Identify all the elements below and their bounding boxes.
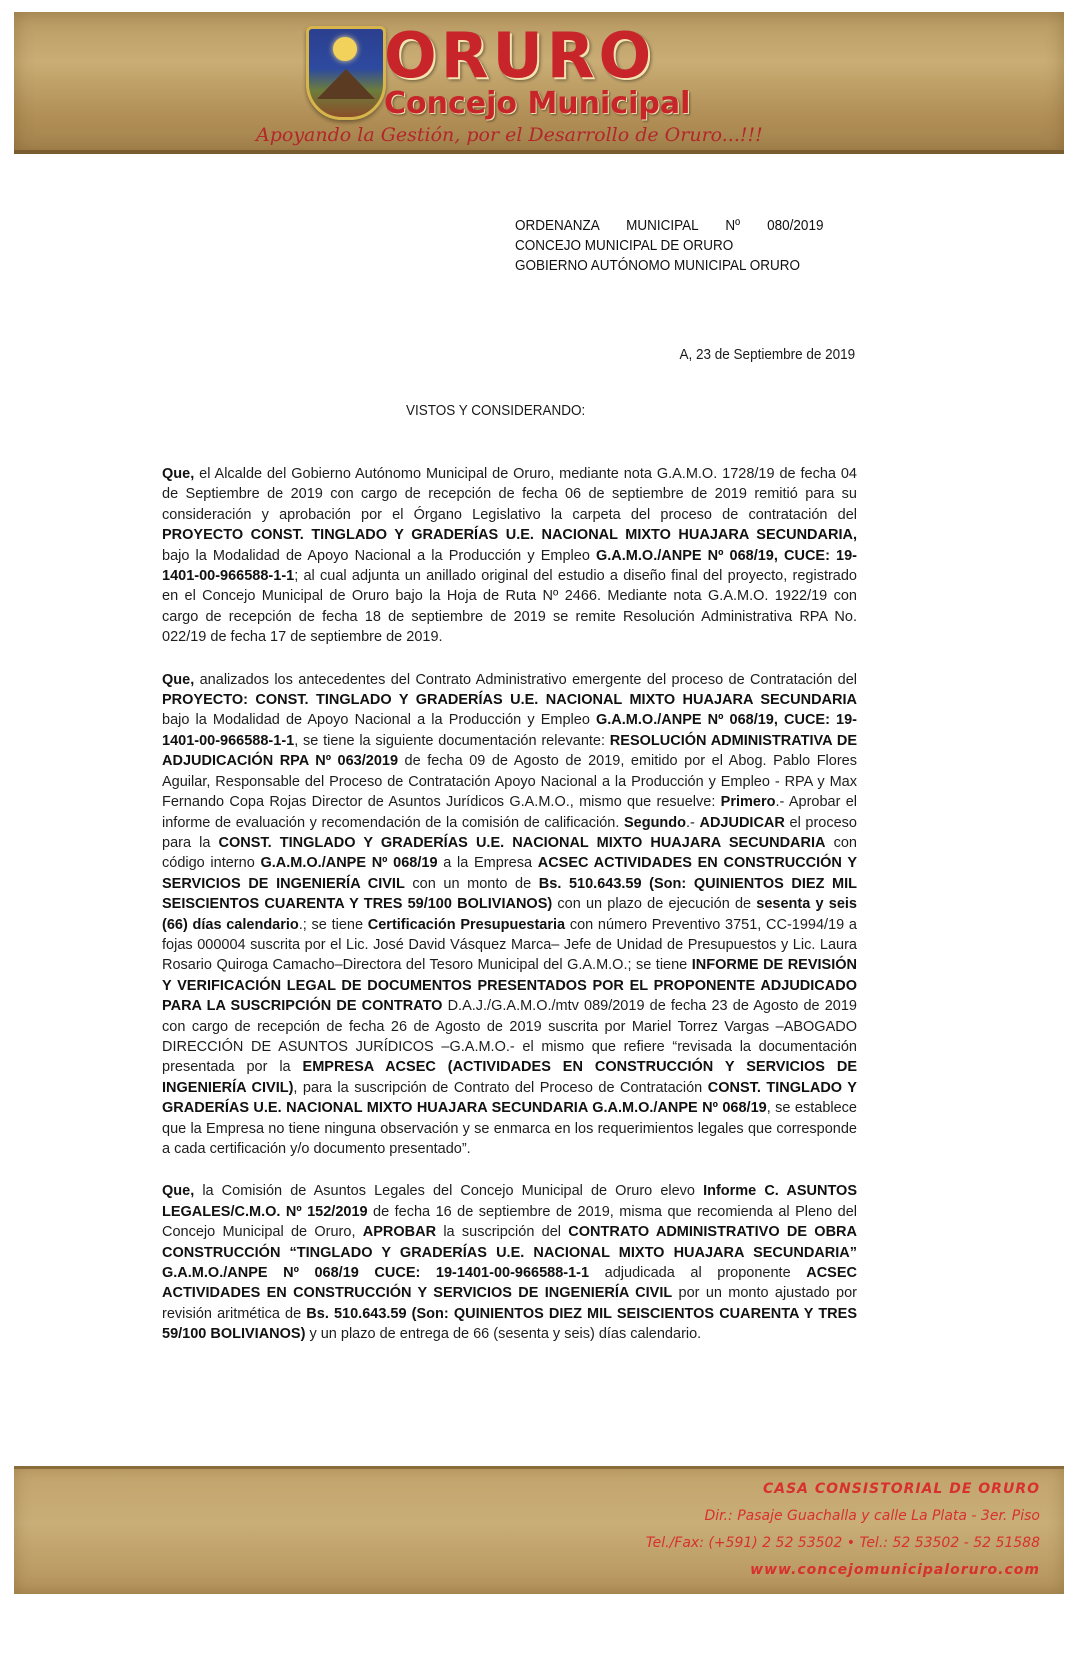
bold-run: INFORME DE REVISIÓN Y VERIFICACIÓN LEGAL DE DOCUMENTOS PRESENTADOS POR EL PROPONENTE ADJUDICADO PARA LA SUSCRIPCIÓN DE CONTRATO [162,957,857,1015]
bold-run: CONST. TINGLADO Y GRADERÍAS U.E. NACIONAL MIXTO HUAJARA SECUNDARIA G.A.M.O./ANPE Nº 068/19 [162,1079,857,1117]
text-run: con un monto de [404,875,539,892]
footer-institution: CASA CONSISTORIAL DE ORURO [762,1481,1040,1497]
bold-run: Segundo [623,814,687,831]
text-run: con número Preventivo 3751, CC-1994/19 a fojas 000004 suscrita por el Lic. José David Vásquez Marca– Jefe de Unidad de Presupuestos y Lic. Laura Rosario Quiroga Camacho–Directora del Tesoro Municipal del G.A.M.O.; se tiene [162,916,857,974]
oruro-coat-of-arms-icon [306,26,386,120]
text-run: adjudicada al proponente [589,1265,807,1282]
text-run: , se establece que la Empresa no tiene ninguna observación y se enmarca en los requerimientos legales que corresponde a cada certificación y/o documento presentado”. [162,1100,857,1157]
text-run: la suscripción del [436,1224,569,1241]
bold-run: RESOLUCIÓN ADMINISTRATIVA DE ADJUDICACIÓN RPA Nº 063/2019 [162,732,857,770]
footer-address: Dir.: Pasaje Guachalla y calle La Plata - 3er. Piso [704,1508,1040,1524]
text-run: bajo la Modalidad de Apoyo Nacional a la Producción y Empleo [162,547,596,564]
text-run: , se tiene la siguiente documentación relevante: [294,732,610,749]
text-run: el Alcalde del Gobierno Autónomo Municipal de Oruro, mediante nota G.A.M.O. 1728/19 de fecha 04 de Septiembre de 2019 con cargo de recepción de fecha 06 de septiembre de 2019 remitió para su consideración y aprobación por el Órgano Legislativo la carpeta del proceso de contratación del [162,466,857,523]
bold-run: Bs. 510.643.59 (Son: QUINIENTOS DIEZ MIL SEISCIENTOS CUARENTA Y TRES 59/100 BOLIVIANOS) [162,875,857,913]
document-header [515,216,983,276]
text-run: de fecha 16 de septiembre de 2019, misma que recomienda al Pleno del Concejo Municipal de Oruro, [162,1203,857,1241]
footer-phone: Tel./Fax: (+591) 2 52 53502 • Tel.: 52 53502 - 52 51588 [645,1535,1040,1551]
text-run: el proceso para la [162,814,857,851]
document-date: A, 23 de Septiembre de 2019 [679,346,855,363]
sun-icon [333,37,357,61]
bold-run: ADJUDICAR [699,814,785,831]
text-run: de fecha 09 de Agosto de 2019, emitido por el Abog. Pablo Flores Aguilar, Responsable del Proceso de Contratación Apoyo Nacional a la Producción y Empleo - RPA y Max Fernando Copa Rojas Director de Asuntos Jurídicos G.A.M.O., mismo que resuelve: [162,753,857,811]
text-run: bajo la Modalidad de Apoyo Nacional a la Producción y Empleo [162,712,596,729]
bold-run: ACSEC ACTIVIDADES EN CONSTRUCCIÓN Y SERVICIOS DE INGENIERÍA CIVIL [162,855,857,892]
text-run: a la Empresa [437,855,538,872]
bold-run: CONTRATO ADMINISTRATIVO DE OBRA CONSTRUCCIÓN “TINGLADO Y GRADERÍAS U.E. NACIONAL MIXTO HUAJARA SECUNDARIA” G.A.M.O./ANPE Nº 068/19 CUCE: 19-1401-00-966588-1-1 [162,1224,857,1282]
mountain-icon [317,69,375,99]
text-run: con un plazo de ejecución de [552,896,757,913]
text-run: D.A.J./G.A.M.O./mtv 089/2019 de fecha 23 de Agosto de 2019 con cargo de recepción de fecha 26 de Agosto de 2019 suscrita por Mariel Torrez Vargas –ABOGADO DIRECCIÓN DE ASUNTOS JURÍDICOS –G.A.M.O.- el mismo que refiere “revisada la documentación presentada por la [162,998,857,1076]
bold-run: Bs. 510.643.59 (Son: QUINIENTOS DIEZ MIL SEISCIENTOS CUARENTA Y TRES 59/100 BOLIVIANOS) [162,1305,857,1343]
letterhead-slogan: Apoyando la Gestión, por el Desarrollo de Oruro...!!! [256,124,763,146]
footer-band [14,1466,1064,1594]
bold-run: G.A.M.O./ANPE Nº 068/19, CUCE: 19-1401-00-966588-1-1 [162,712,857,749]
bold-run: Que, [162,466,195,482]
bold-run: PROYECTO CONST. TINGLADO Y GRADERÍAS U.E. NACIONAL MIXTO HUAJARA SECUNDARIA, [162,527,857,544]
paragraph-2 [162,670,857,1160]
bold-run: G.A.M.O./ANPE Nº 068/19, CUCE: 19-1401-00-966588-1-1 [162,547,857,585]
text-run: .- [686,814,700,831]
letterhead-band [14,12,1064,154]
text-run: y un plazo de entrega de 66 (sesenta y seis) días calendario. [305,1326,702,1343]
bold-run: G.A.M.O./ANPE Nº 068/19 [260,855,438,872]
issuing-council: CONCEJO MUNICIPAL DE ORURO [515,237,734,254]
paragraph-1 [162,464,857,648]
bold-run: Certificación Presupuestaria [367,916,566,933]
text-run: la Comisión de Asuntos Legales del Concejo Municipal de Oruro elevo [194,1183,704,1200]
document-body [162,464,857,1367]
text-run: , para la suscripción de Contrato del Proceso de Contratación [293,1079,708,1096]
text-run: .- Aprobar el informe de evaluación y recomendación de la comisión de calificación. [162,794,857,831]
letterhead-subtitle: Concejo Municipal [384,86,691,121]
bold-run: PROYECTO: CONST. TINGLADO Y GRADERÍAS U.E. NACIONAL MIXTO HUAJARA SECUNDARIA [162,692,857,709]
ordinance-number: ORDENANZA MUNICIPAL Nº 080/2019 [515,217,824,234]
bold-run: Primero [720,794,776,811]
bold-run: Que, [162,671,195,688]
paragraph-3 [162,1181,857,1344]
bold-run: ACSEC ACTIVIDADES EN CONSTRUCCIÓN Y SERVICIOS DE INGENIERÍA CIVIL [162,1265,857,1302]
letterhead-title: ORURO [384,19,656,92]
footer-website: www.concejomunicipaloruro.com [750,1562,1040,1578]
text-run: analizados los antecedentes del Contrato Administrativo emergente del proceso de Contratación del [194,671,857,688]
bold-run: APROBAR [362,1224,437,1241]
text-run: con código interno [162,834,857,872]
bold-run: Que, [162,1183,195,1200]
footer-contact [646,1476,1040,1584]
bold-run: sesenta y seis (66) días calendario [162,896,857,933]
section-heading: VISTOS Y CONSIDERANDO: [406,402,586,419]
text-run: por un monto ajustado por revisión aritmética de [162,1285,857,1322]
bold-run: Informe C. ASUNTOS LEGALES/C.M.O. Nº 152/2019 [162,1183,857,1220]
bold-run: CONST. TINGLADO Y GRADERÍAS U.E. NACIONAL MIXTO HUAJARA SECUNDARIA [218,834,826,851]
issuing-government: GOBIERNO AUTÓNOMO MUNICIPAL ORURO [515,257,801,274]
bold-run: EMPRESA ACSEC (ACTIVIDADES EN CONSTRUCCIÓN Y SERVICIOS DE INGENIERÍA CIVIL) [162,1059,857,1096]
text-run: .; se tiene [298,916,368,933]
text-run: ; al cual adjunta un anillado original del estudio a diseño final del proyecto, registrado en el Concejo Municipal de Oruro bajo la Hoja de Ruta Nº 2466. Mediante nota G.A.M.O. 1922/19 con cargo de recepción de fecha 18 de septiembre de 2019 se remite Resolución Administrativa RPA No. 022/19 de fecha 17 de septiembre de 2019. [162,568,857,646]
